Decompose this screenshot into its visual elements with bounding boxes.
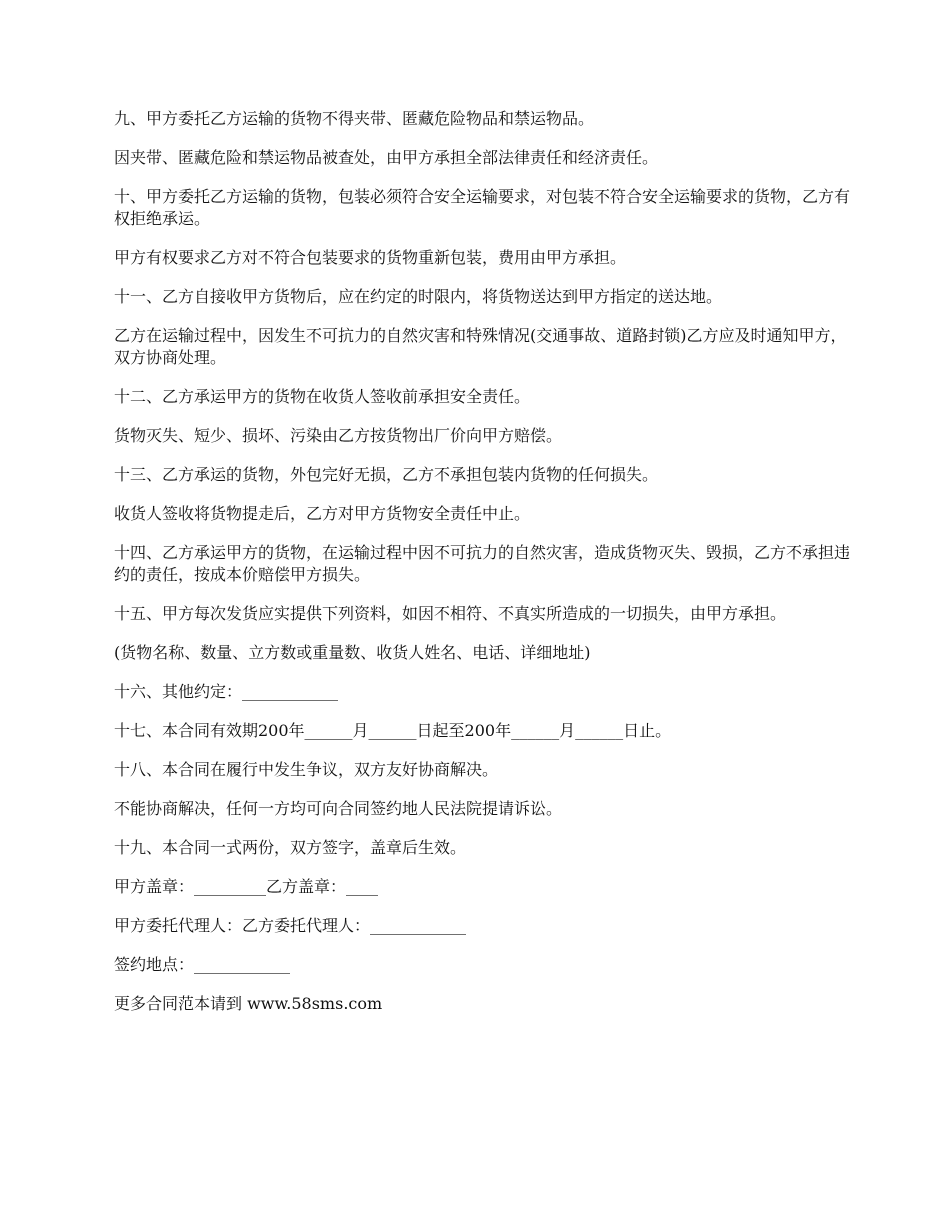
clause-16: 十六、其他约定：____________ xyxy=(114,682,339,701)
document-page xyxy=(114,108,854,1032)
footer-note: 更多合同范本请到 www.58sms.com xyxy=(114,994,383,1013)
clause-9-detail: 因夹带、匿藏危险和禁运物品被查处，由甲方承担全部法律责任和经济责任。 xyxy=(114,148,659,167)
clause-18: 十八、本合同在履行中发生争议，双方友好协商解决。 xyxy=(114,760,499,779)
clause-15: 十五、甲方每次发货应实提供下列资料，如因不相符、不真实所造成的一切损失，由甲方承担。 xyxy=(114,604,787,623)
clause-15-detail: (货物名称、数量、立方数或重量数、收货人姓名、电话、详细地址) xyxy=(114,643,591,662)
clause-10: 十、甲方委托乙方运输的货物，包装必须符合安全运输要求，对包装不符合安全运输要求的货物，乙方有权拒绝承运。 xyxy=(114,187,851,228)
clause-12: 十二、乙方承运甲方的货物在收货人签收前承担安全责任。 xyxy=(114,387,531,406)
clause-14: 十四、乙方承运甲方的货物，在运输过程中因不可抗力的自然灾害，造成货物灭失、毁损，乙方不承担违约的责任，按成本价赔偿甲方损失。 xyxy=(114,543,851,584)
clause-11-detail: 乙方在运输过程中，因发生不可抗力的自然灾害和特殊情况(交通事故、道路封锁)乙方应及时通知甲方，双方协商处理。 xyxy=(114,326,847,367)
agent-line: 甲方委托代理人：乙方委托代理人：____________ xyxy=(114,916,467,935)
clause-13-detail: 收货人签收将货物提走后，乙方对甲方货物安全责任中止。 xyxy=(114,504,531,523)
clause-19: 十九、本合同一式两份，双方签字，盖章后生效。 xyxy=(114,838,467,857)
clause-12-detail: 货物灭失、短少、损坏、污染由乙方按货物出厂价向甲方赔偿。 xyxy=(114,426,563,445)
seal-line: 甲方盖章：_________乙方盖章：____ xyxy=(114,877,379,896)
clause-17: 十七、本合同有效期200年______月______日起至200年______月______日止。 xyxy=(114,721,672,740)
signing-location-line: 签约地点：____________ xyxy=(114,955,291,974)
clause-9: 九、甲方委托乙方运输的货物不得夹带、匿藏危险物品和禁运物品。 xyxy=(114,109,595,128)
clause-18-detail: 不能协商解决，任何一方均可向合同签约地人民法院提请诉讼。 xyxy=(114,799,563,818)
clause-13: 十三、乙方承运的货物，外包完好无损，乙方不承担包装内货物的任何损失。 xyxy=(114,465,659,484)
clause-10-detail: 甲方有权要求乙方对不符合包装要求的货物重新包装，费用由甲方承担。 xyxy=(114,248,627,267)
clause-11: 十一、乙方自接收甲方货物后，应在约定的时限内，将货物送达到甲方指定的送达地。 xyxy=(114,287,723,306)
